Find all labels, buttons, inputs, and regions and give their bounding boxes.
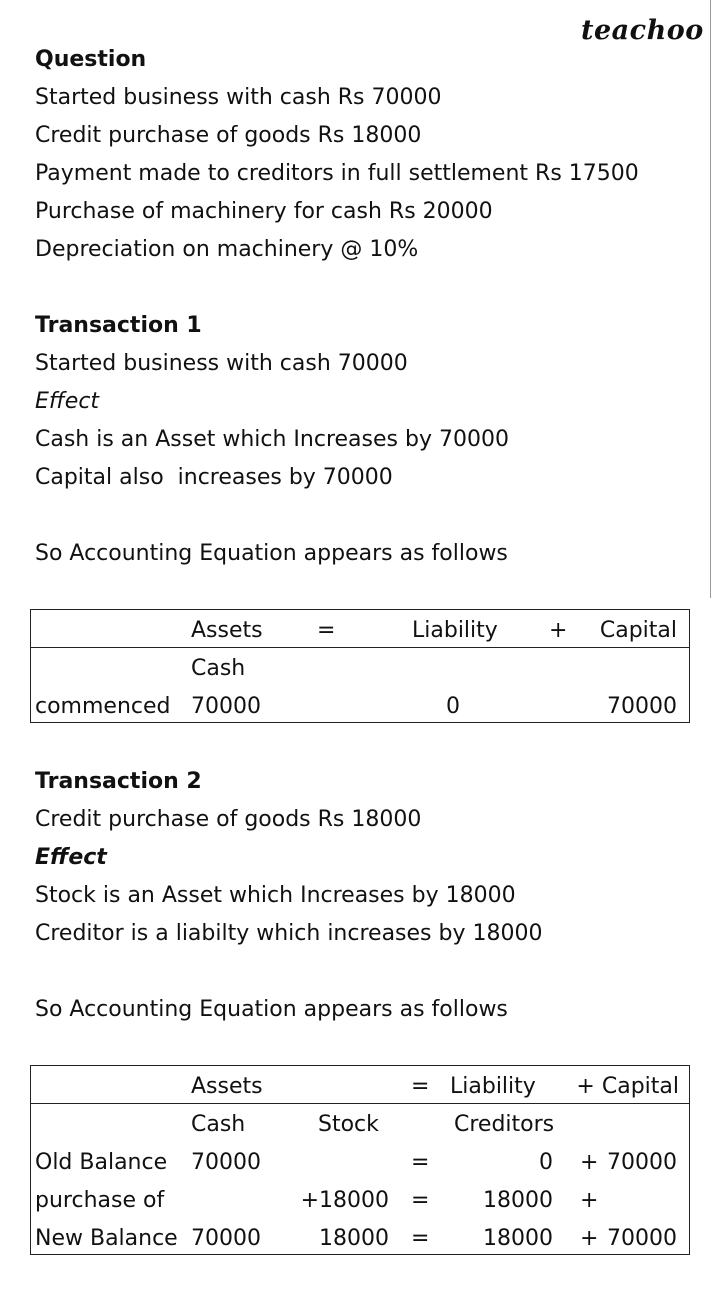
row-label: commenced xyxy=(35,694,171,719)
transaction1-effect: Cash is an Asset which Increases by 70000 xyxy=(35,427,509,452)
transaction2-equation-table xyxy=(30,1065,690,1255)
transaction1-equation-table xyxy=(30,609,690,723)
creditors-value: 0 xyxy=(539,1150,553,1175)
capital-header: Capital xyxy=(599,618,677,643)
liability-value: 0 xyxy=(446,694,460,719)
transaction2-description: Credit purchase of goods Rs 18000 xyxy=(35,807,422,832)
stock-subheader: Stock xyxy=(318,1112,379,1137)
question-line: Payment made to creditors in full settlement Rs 17500 xyxy=(35,161,639,186)
table-divider xyxy=(31,647,689,648)
assets-header: Assets xyxy=(191,1074,263,1099)
cash-value: 70000 xyxy=(191,694,261,719)
capital-value: 70000 xyxy=(607,694,677,719)
stock-value: +18000 xyxy=(300,1188,389,1213)
transaction1-description: Started business with cash 70000 xyxy=(35,351,408,376)
question-line: Depreciation on machinery @ 10% xyxy=(35,237,419,262)
transaction2-effect-label: Effect xyxy=(35,845,107,870)
liability-header: Liability xyxy=(412,618,498,643)
equals-header: = xyxy=(411,1074,430,1099)
transaction2-effect: Creditor is a liabilty which increases by 18000 xyxy=(35,921,543,946)
plus-header: + xyxy=(549,618,568,643)
question-line: Purchase of machinery for cash Rs 20000 xyxy=(35,199,493,224)
teachoo-logo: teachoo xyxy=(581,15,704,46)
transaction1-heading: Transaction 1 xyxy=(35,313,202,338)
cash-value: 70000 xyxy=(191,1150,261,1175)
plus-sign: + xyxy=(580,1150,599,1175)
row-label: Old Balance xyxy=(35,1150,168,1175)
row-label: New Balance xyxy=(35,1226,178,1251)
transaction1-conclusion: So Accounting Equation appears as follows xyxy=(35,541,508,566)
capital-value: 70000 xyxy=(607,1150,677,1175)
stock-value: 18000 xyxy=(319,1226,389,1251)
assets-header: Assets xyxy=(191,618,263,643)
transaction1-effect-label: Effect xyxy=(35,389,100,414)
plus-sign: + xyxy=(580,1188,599,1213)
cash-subheader: Cash xyxy=(191,656,246,681)
table-divider xyxy=(31,1103,689,1104)
equals-sign: = xyxy=(411,1188,430,1213)
cash-value: 70000 xyxy=(191,1226,261,1251)
capital-value: 70000 xyxy=(607,1226,677,1251)
liability-header: Liability xyxy=(450,1074,536,1099)
equals-header: = xyxy=(317,618,336,643)
creditors-value: 18000 xyxy=(483,1188,553,1213)
question-heading: Question xyxy=(35,47,147,72)
equals-sign: = xyxy=(411,1150,430,1175)
cash-subheader: Cash xyxy=(191,1112,246,1137)
transaction2-conclusion: So Accounting Equation appears as follows xyxy=(35,997,508,1022)
transaction2-heading: Transaction 2 xyxy=(35,769,202,794)
creditors-value: 18000 xyxy=(483,1226,553,1251)
row-label: purchase of xyxy=(35,1188,165,1213)
equals-sign: = xyxy=(411,1226,430,1251)
capital-header: + Capital xyxy=(576,1074,679,1099)
plus-sign: + xyxy=(580,1226,599,1251)
transaction2-effect: Stock is an Asset which Increases by 18000 xyxy=(35,883,516,908)
page-edge-line xyxy=(710,0,711,598)
question-line: Started business with cash Rs 70000 xyxy=(35,85,442,110)
creditors-subheader: Creditors xyxy=(454,1112,555,1137)
question-line: Credit purchase of goods Rs 18000 xyxy=(35,123,422,148)
transaction1-effect: Capital also increases by 70000 xyxy=(35,465,393,490)
